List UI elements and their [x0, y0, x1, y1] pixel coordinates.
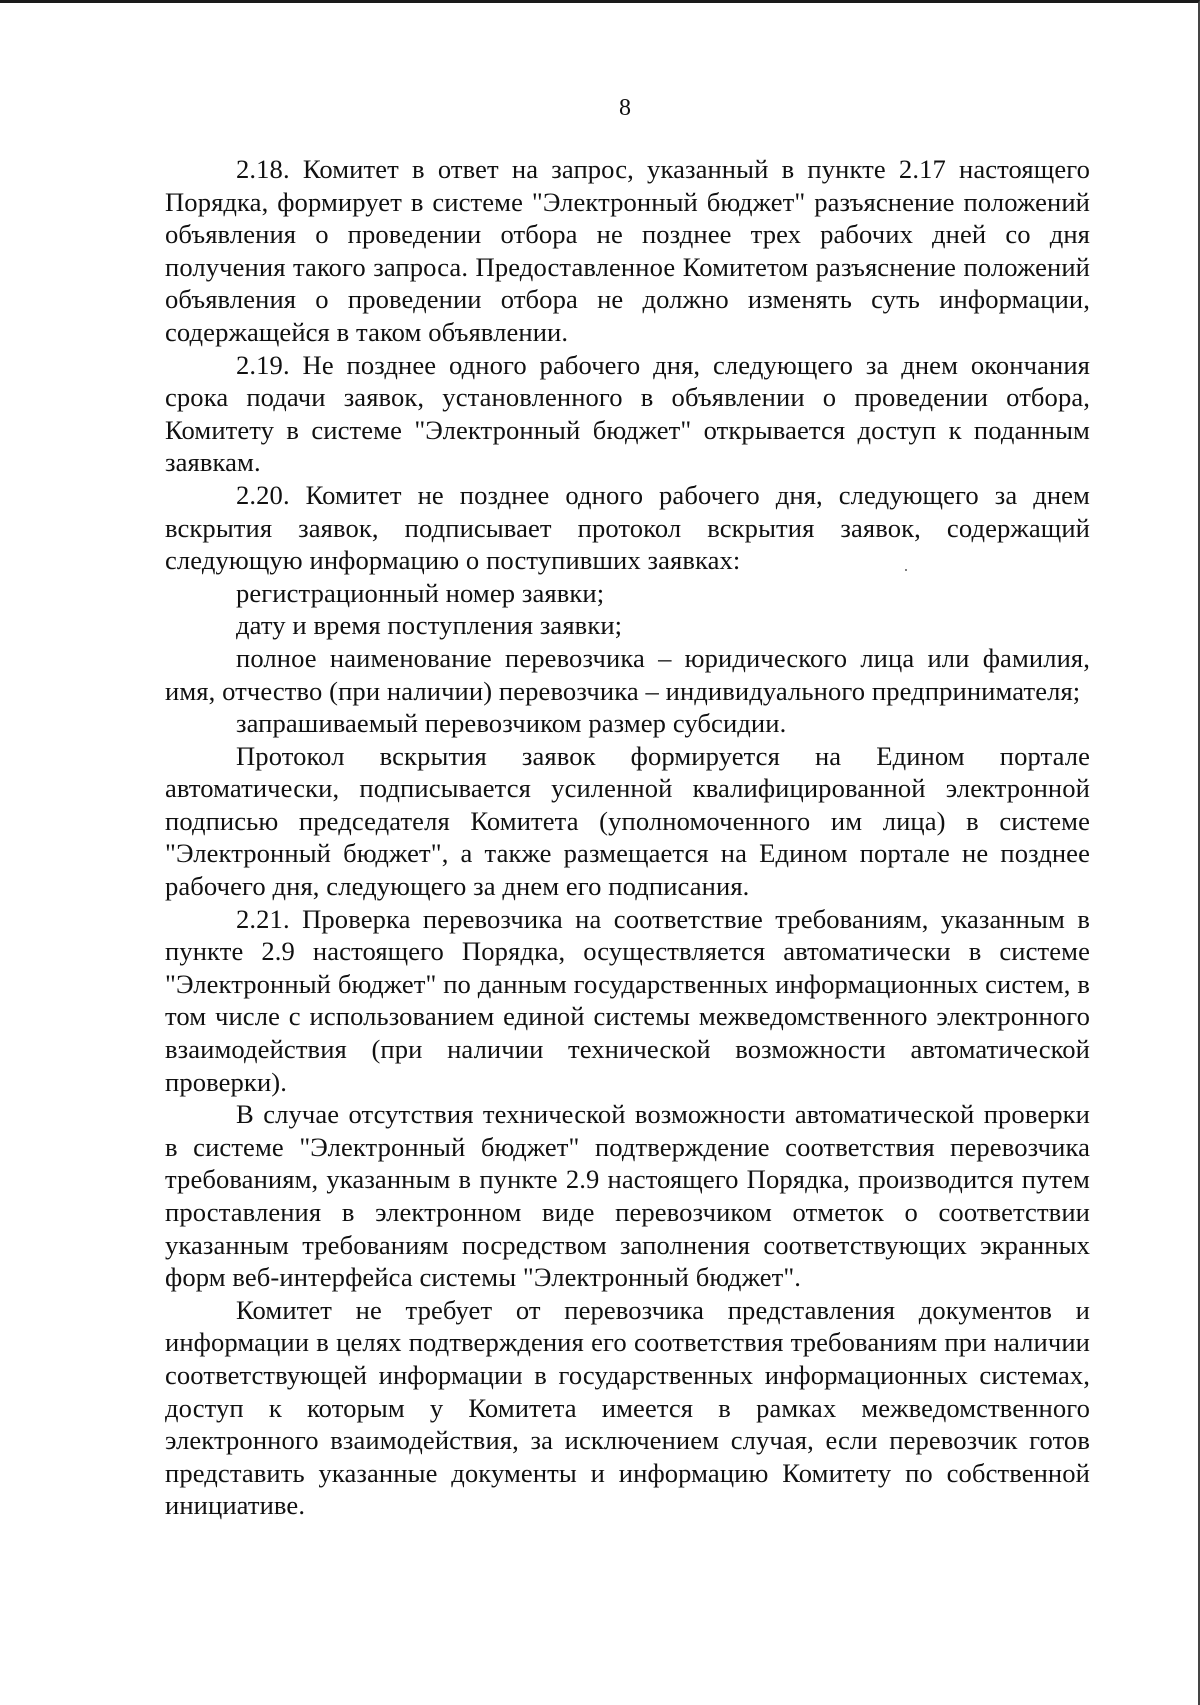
- document-body: [165, 153, 1090, 1522]
- paragraph-2-21: 2.21. Проверка перевозчика на соответствие требованиям, указанным в пункте 2.9 настоящего Порядка, осуществляется автоматически в системе "Электронный бюджет" по данным государственных информационных систем, в том числе с использованием единой системы межведомственного электронного взаимодействия (при наличии технической возможности автоматической проверки).: [165, 903, 1090, 1097]
- scan-speck: [905, 569, 907, 571]
- paragraph-protocol: Протокол вскрытия заявок формируется на Едином портале автоматически, подписывается усиленной квалифицированной электронной подписью председателя Комитета (уполномоченного им лица) в системе "Электронный бюджет", а также размещается на Едином портале не позднее рабочего дня, следующего за днем его подписания.: [165, 740, 1090, 902]
- paragraph-committee-does-not-require: Комитет не требует от перевозчика представления документов и информации в целях подтверждения его соответствия требованиям при наличии соответствующей информации в государственных информационных системах, доступ к которым у Комитета имеется в рамках межведомственного электронного взаимодействия, за исключением случая, если перевозчик готов представить указанные документы и информацию Комитету по собственной инициативе.: [165, 1294, 1090, 1521]
- list-item-date-time: дату и время поступления заявки;: [236, 610, 623, 641]
- page-number: 8: [619, 95, 631, 121]
- paragraph-2-18: 2.18. Комитет в ответ на запрос, указанный в пункте 2.17 настоящего Порядка, формирует в системе "Электронный бюджет" разъяснение положений объявления о проведении отбора не позднее трех рабочих дней со дня получения такого запроса. Предоставленное Комитетом разъяснение положений объявления о проведении отбора не должно изменять суть информации, содержащейся в таком объявлении.: [165, 154, 1090, 347]
- list-item-carrier-name: полное наименование перевозчика – юридического лица или фамилия, имя, отчество (при наличии) перевозчика – индивидуального предпринимателя;: [165, 642, 1090, 706]
- paragraph-no-technical-possibility: В случае отсутствия технической возможности автоматической проверки в системе "Электронный бюджет" подтверждение соответствия перевозчика требованиям, указанным в пункте 2.9 настоящего Порядка, производится путем проставления в электронном виде перевозчиком отметок о соответствии указанным требованиям посредством заполнения соответствующих экранных форм веб-интерфейса системы "Электронный бюджет".: [165, 1099, 1090, 1293]
- paragraph-2-20: 2.20. Комитет не позднее одного рабочего дня, следующего за днем вскрытия заявок, подписывает протокол вскрытия заявок, содержащий следующую информацию о поступивших заявках:: [165, 479, 1090, 576]
- list-item-subsidy-amount: запрашиваемый перевозчиком размер субсидии.: [236, 708, 787, 739]
- list-item-registration-number: регистрационный номер заявки;: [236, 577, 605, 608]
- paragraph-2-19: 2.19. Не позднее одного рабочего дня, следующего за днем окончания срока подачи заявок, установленного в объявлении о проведении отбора, Комитету в системе "Электронный бюджет" открывается доступ к поданным заявкам.: [165, 349, 1090, 478]
